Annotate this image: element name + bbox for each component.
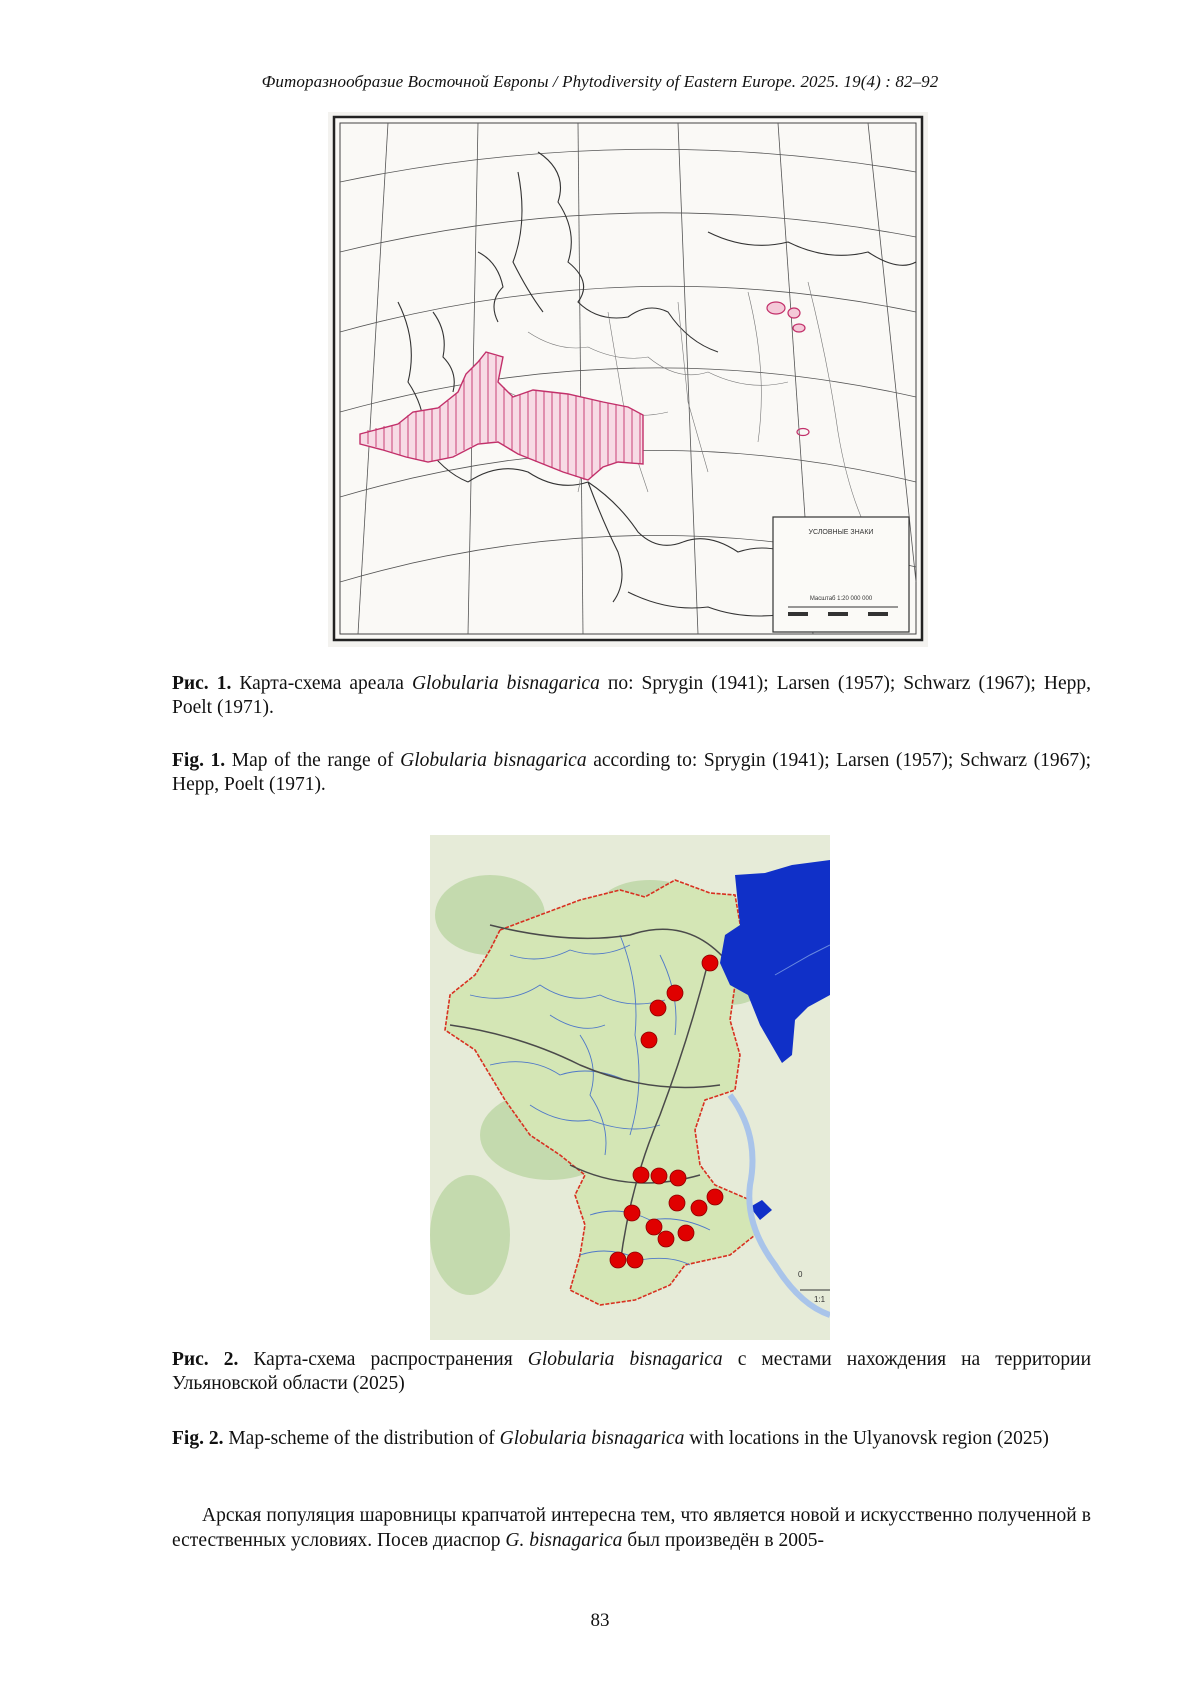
figure-2-caption-en: Fig. 2. Map-scheme of the distribution of Globularia bisnagarica with locations in the Ulyanovsk region (2025): [172, 1427, 1091, 1451]
locality-marker: [707, 1189, 723, 1205]
locality-marker: [691, 1200, 707, 1216]
figure-label: Fig. 1.: [172, 750, 225, 771]
species-name: Globularia bisnagarica: [528, 1349, 723, 1370]
page-number: 83: [0, 1610, 1200, 1632]
locality-marker: [702, 955, 718, 971]
locality-marker: [646, 1219, 662, 1235]
locality-marker: [627, 1252, 643, 1268]
locality-marker: [633, 1167, 649, 1183]
figure-label: Fig. 2.: [172, 1428, 223, 1449]
species-abbr: G. bisnagarica: [505, 1530, 622, 1551]
species-name: Globularia bisnagarica: [400, 750, 586, 771]
legend-title: УСЛОВНЫЕ ЗНАКИ: [809, 529, 874, 536]
figure-2-ulyanovsk-map: [430, 835, 830, 1340]
locality-marker: [624, 1205, 640, 1221]
locality-marker: [651, 1168, 667, 1184]
map-scale-note: Масштаб 1:20 000 000: [810, 596, 873, 602]
figure-1-caption-ru: Рис. 1. Карта-схема ареала Globularia bisnagarica по: Sprygin (1941); Larsen (1957); Schwarz (1967); Hepp, Poelt (1971).: [172, 672, 1091, 720]
locality-marker: [667, 985, 683, 1001]
body-paragraph: Арская популяция шаровницы крапчатой интересна тем, что является новой и искусственно полученной в естественных условиях. Посев диаспор G. bisnagarica был произведён в 2005-: [172, 1503, 1091, 1553]
locality-marker: [670, 1170, 686, 1186]
locality-marker: [641, 1032, 657, 1048]
species-name: Globularia bisnagarica: [412, 673, 600, 694]
figure-1-europe-range-map: [328, 112, 928, 647]
locality-marker: [650, 1000, 666, 1016]
locality-marker: [678, 1225, 694, 1241]
locality-marker: [658, 1231, 674, 1247]
figure-label: Рис. 2.: [172, 1349, 238, 1370]
running-header: Фиторазнообразие Восточной Европы / Phytodiversity of Eastern Europe. 2025. 19(4) : 82–92: [0, 72, 1200, 92]
scale-zero: 0: [798, 1270, 803, 1279]
scale-ratio: 1:1: [814, 1295, 826, 1304]
figure-label: Рис. 1.: [172, 673, 231, 694]
locality-marker: [610, 1252, 626, 1268]
locality-marker: [669, 1195, 685, 1211]
species-name: Globularia bisnagarica: [500, 1428, 685, 1449]
figure-1-caption-en: Fig. 1. Map of the range of Globularia bisnagarica according to: Sprygin (1941); Larsen (1957); Schwarz (1967); Hepp, Poelt (1971).: [172, 749, 1091, 797]
legend-box: [773, 517, 909, 632]
figure-2-caption-ru: Рис. 2. Карта-схема распространения Globularia bisnagarica с местами нахождения на территории Ульяновской области (2025): [172, 1348, 1091, 1396]
